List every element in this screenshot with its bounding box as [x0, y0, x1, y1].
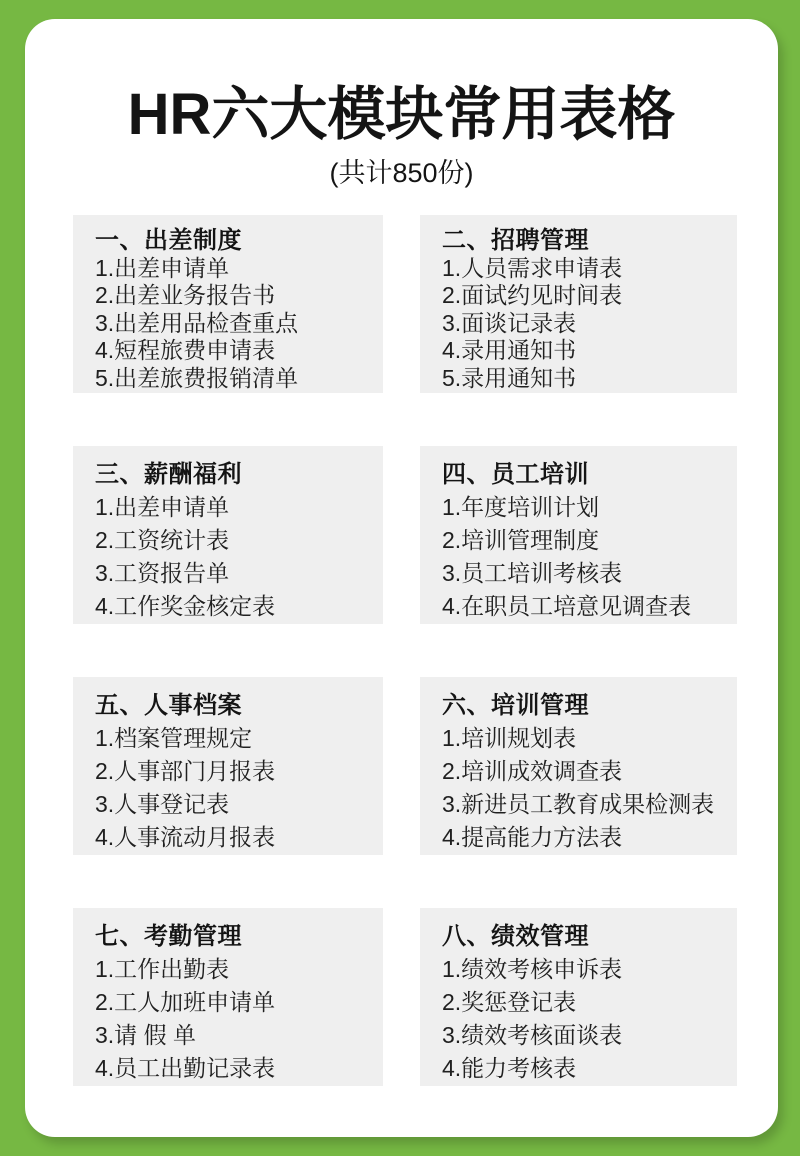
section-items [442, 491, 729, 623]
section-title: 一、出差制度 [95, 227, 242, 254]
list-item: 1.工作出勤表 [95, 956, 230, 982]
list-item: 1.出差申请单 [95, 494, 230, 520]
section-card [420, 908, 737, 1086]
section-items [95, 491, 375, 623]
poster-card [25, 19, 778, 1137]
section-items [95, 953, 375, 1085]
list-item: 4.员工出勤记录表 [95, 1055, 276, 1081]
list-item: 4.能力考核表 [442, 1055, 577, 1081]
section-card [73, 215, 383, 393]
section-title: 四、员工培训 [442, 461, 589, 488]
page-title: HR六大模块常用表格 [127, 82, 676, 147]
sections-grid [25, 189, 778, 1086]
list-item: 2.面试约见时间表 [442, 282, 623, 308]
list-item: 1.出差申请单 [95, 254, 230, 281]
list-item: 4.录用通知书 [442, 337, 577, 363]
list-item: 5.出差旅费报销清单 [95, 364, 299, 391]
section-items [442, 255, 729, 393]
list-item: 1.培训规划表 [442, 725, 577, 751]
section-items [95, 722, 375, 854]
list-item: 5.录用通知书 [442, 364, 577, 391]
section-items [442, 953, 729, 1085]
page-subtitle: (共计850份) [329, 158, 474, 188]
list-item: 4.工作奖金核定表 [95, 593, 276, 619]
list-item: 2.奖惩登记表 [442, 989, 577, 1015]
list-item: 3.工资报告单 [95, 560, 230, 586]
list-item: 4.人事流动月报表 [95, 824, 276, 850]
list-item: 3.绩效考核面谈表 [442, 1022, 623, 1048]
list-item: 3.人事登记表 [95, 791, 230, 817]
section-title: 五、人事档案 [95, 692, 242, 719]
list-item: 1.年度培训计划 [442, 494, 600, 520]
list-item: 3.请 假 单 [95, 1022, 196, 1048]
list-item: 4.短程旅费申请表 [95, 337, 276, 363]
list-item: 3.新进员工教育成果检测表 [442, 791, 715, 817]
section-card [73, 908, 383, 1086]
section-title: 二、招聘管理 [442, 227, 589, 254]
list-item: 2.出差业务报告书 [95, 282, 276, 308]
list-item: 4.在职员工培意见调查表 [442, 593, 692, 619]
list-item: 3.面谈记录表 [442, 309, 577, 336]
list-item: 2.工人加班申请单 [95, 989, 276, 1015]
list-item: 1.绩效考核申诉表 [442, 956, 623, 982]
list-item: 3.员工培训考核表 [442, 560, 623, 586]
section-title: 三、薪酬福利 [95, 461, 242, 488]
list-item: 3.出差用品检查重点 [95, 309, 299, 336]
list-item: 1.档案管理规定 [95, 725, 253, 751]
section-items [95, 255, 375, 393]
list-item: 2.培训成效调查表 [442, 758, 623, 784]
list-item: 4.提高能力方法表 [442, 824, 623, 850]
list-item: 2.培训管理制度 [442, 527, 600, 553]
section-title: 七、考勤管理 [95, 923, 242, 950]
section-card [420, 215, 737, 393]
section-items [442, 722, 729, 854]
section-card [420, 446, 737, 624]
section-title: 八、绩效管理 [442, 923, 589, 950]
section-title: 六、培训管理 [442, 692, 589, 719]
section-card [73, 446, 383, 624]
list-item: 2.工资统计表 [95, 527, 230, 553]
list-item: 1.人员需求申请表 [442, 254, 623, 281]
list-item: 2.人事部门月报表 [95, 758, 276, 784]
section-card [420, 677, 737, 855]
section-card [73, 677, 383, 855]
